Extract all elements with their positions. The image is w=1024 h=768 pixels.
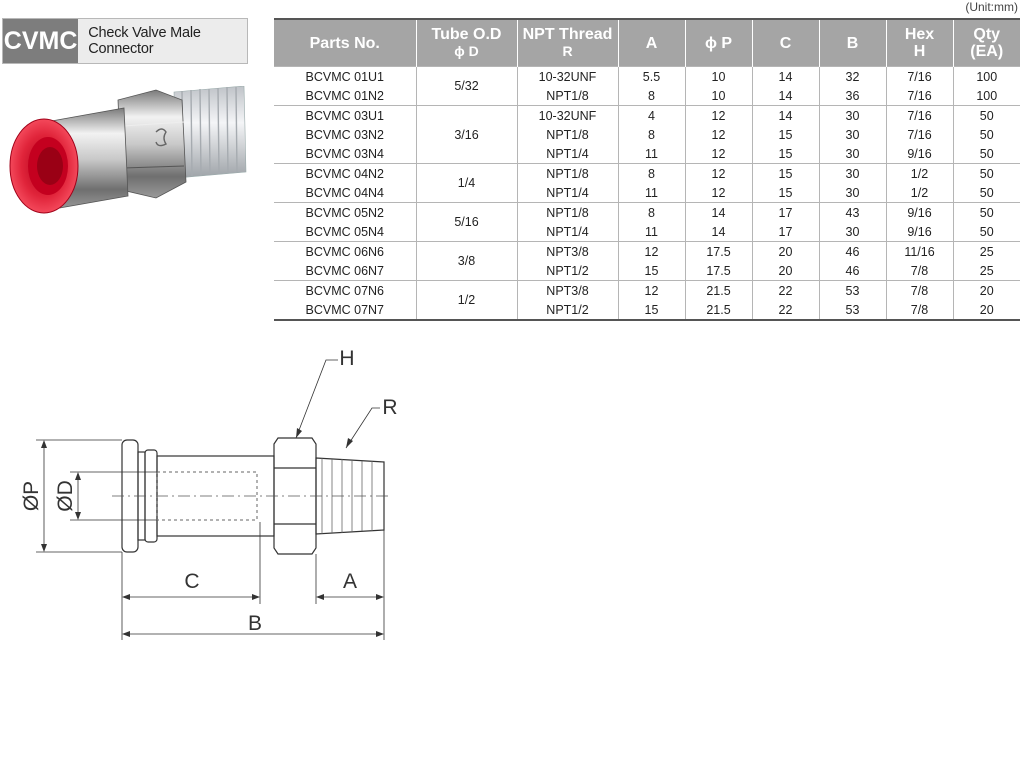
dim-p: 14 (685, 222, 752, 242)
dim-b: 30 (819, 164, 886, 184)
dim-a: 8 (618, 125, 685, 144)
dim-p: 12 (685, 106, 752, 126)
tube-od: 3/16 (416, 106, 517, 164)
product-photo (6, 86, 256, 238)
dim-b: 32 (819, 67, 886, 87)
tube-od: 1/4 (416, 164, 517, 203)
dim-c: 22 (752, 300, 819, 320)
label-h: H (339, 347, 355, 370)
dim-p: 12 (685, 164, 752, 184)
label-a: A (342, 570, 358, 593)
table-header-row (274, 19, 1020, 67)
dim-c: 15 (752, 125, 819, 144)
dim-c: 14 (752, 67, 819, 87)
col-header-thread: NPT Thread R (517, 19, 618, 67)
thread: 10-32UNF (517, 67, 618, 87)
part-number: BCVMC 07N6 (305, 283, 384, 298)
col-header-hex: Hex H (886, 19, 953, 67)
label-d: ØD (54, 480, 77, 512)
qty: 50 (953, 125, 1020, 144)
dim-b: 30 (819, 125, 886, 144)
hex: 9/16 (886, 203, 953, 223)
thread: NPT1/8 (517, 203, 618, 223)
col-header-parts: Parts No. (274, 19, 416, 67)
qty: 50 (953, 222, 1020, 242)
part-number: BCVMC 03N4 (305, 146, 384, 161)
part-number: BCVMC 05N4 (305, 224, 384, 239)
col-header-tube-od: Tube O.D ϕ D (416, 19, 517, 67)
thread: 10-32UNF (517, 106, 618, 126)
hex: 7/16 (886, 67, 953, 87)
col-header-b: B (819, 19, 886, 67)
dim-b: 46 (819, 242, 886, 262)
table-row (274, 183, 1020, 203)
dim-c: 20 (752, 261, 819, 281)
dim-c: 22 (752, 281, 819, 301)
dim-a: 12 (618, 242, 685, 262)
dim-c: 15 (752, 164, 819, 184)
part-number: BCVMC 01U1 (305, 69, 384, 84)
qty: 20 (953, 281, 1020, 301)
hex: 9/16 (886, 144, 953, 164)
dim-p: 14 (685, 203, 752, 223)
thread: NPT1/2 (517, 261, 618, 281)
qty: 25 (953, 261, 1020, 281)
dim-p: 12 (685, 183, 752, 203)
dim-a: 5.5 (618, 67, 685, 87)
label-r: R (382, 396, 398, 419)
dim-p: 17.5 (685, 242, 752, 262)
table-row (274, 164, 1020, 184)
product-code: CVMC (3, 19, 78, 63)
thread: NPT3/8 (517, 242, 618, 262)
dim-b: 53 (819, 300, 886, 320)
dim-p: 17.5 (685, 261, 752, 281)
dim-c: 14 (752, 86, 819, 106)
product-title: Check Valve Male Connector (88, 25, 201, 57)
dim-c: 15 (752, 183, 819, 203)
dim-c: 14 (752, 106, 819, 126)
label-b: B (247, 612, 263, 635)
part-number: BCVMC 04N4 (305, 185, 384, 200)
dim-b: 43 (819, 203, 886, 223)
dim-b: 30 (819, 144, 886, 164)
dim-b: 30 (819, 106, 886, 126)
label-c: C (184, 570, 200, 593)
dim-b: 46 (819, 261, 886, 281)
spec-table (274, 18, 1020, 321)
dim-a: 8 (618, 164, 685, 184)
dim-c: 15 (752, 144, 819, 164)
qty: 25 (953, 242, 1020, 262)
table-row (274, 86, 1020, 106)
dim-a: 15 (618, 300, 685, 320)
qty: 20 (953, 300, 1020, 320)
dim-a: 4 (618, 106, 685, 126)
unit-label: (Unit:mm) (965, 0, 1018, 14)
qty: 50 (953, 183, 1020, 203)
table-row (274, 242, 1020, 262)
table-row (274, 203, 1020, 223)
qty: 50 (953, 164, 1020, 184)
thread: NPT1/8 (517, 86, 618, 106)
dim-b: 36 (819, 86, 886, 106)
table-row (274, 106, 1020, 126)
dim-b: 30 (819, 222, 886, 242)
table-row (274, 300, 1020, 320)
dim-a: 12 (618, 281, 685, 301)
hex: 7/8 (886, 300, 953, 320)
hex: 1/2 (886, 164, 953, 184)
tube-od: 5/16 (416, 203, 517, 242)
hex: 1/2 (886, 183, 953, 203)
tube-od: 5/32 (416, 67, 517, 106)
dim-a: 11 (618, 222, 685, 242)
dim-p: 10 (685, 67, 752, 87)
table-row (274, 67, 1020, 87)
part-number: BCVMC 01N2 (305, 88, 384, 103)
qty: 50 (953, 106, 1020, 126)
thread: NPT3/8 (517, 281, 618, 301)
dim-a: 11 (618, 183, 685, 203)
table-row (274, 144, 1020, 164)
dim-c: 20 (752, 242, 819, 262)
hex: 7/16 (886, 86, 953, 106)
dim-p: 12 (685, 144, 752, 164)
col-header-p: ϕ P (685, 19, 752, 67)
dimension-drawing (0, 340, 420, 650)
qty: 50 (953, 203, 1020, 223)
col-header-qty: Qty (EA) (953, 19, 1020, 67)
part-number: BCVMC 06N6 (305, 244, 384, 259)
dim-b: 53 (819, 281, 886, 301)
part-number: BCVMC 06N7 (305, 263, 384, 278)
dim-a: 11 (618, 144, 685, 164)
table-row (274, 125, 1020, 144)
table-row (274, 281, 1020, 301)
product-title-box (2, 18, 248, 64)
part-number: BCVMC 03U1 (305, 108, 384, 123)
thread: NPT1/4 (517, 183, 618, 203)
hex: 7/8 (886, 281, 953, 301)
col-header-c: C (752, 19, 819, 67)
part-number: BCVMC 07N7 (305, 302, 384, 317)
hex: 9/16 (886, 222, 953, 242)
thread: NPT1/8 (517, 164, 618, 184)
qty: 100 (953, 67, 1020, 87)
table-row (274, 261, 1020, 281)
hex: 7/8 (886, 261, 953, 281)
dim-p: 21.5 (685, 300, 752, 320)
dim-a: 8 (618, 86, 685, 106)
hex: 7/16 (886, 106, 953, 126)
tube-od: 3/8 (416, 242, 517, 281)
dim-c: 17 (752, 222, 819, 242)
dim-p: 21.5 (685, 281, 752, 301)
tube-od: 1/2 (416, 281, 517, 321)
dim-p: 10 (685, 86, 752, 106)
label-p: ØP (20, 480, 43, 512)
thread: NPT1/4 (517, 144, 618, 164)
dim-p: 12 (685, 125, 752, 144)
part-number: BCVMC 04N2 (305, 166, 384, 181)
col-header-a: A (618, 19, 685, 67)
hex: 11/16 (886, 242, 953, 262)
hex: 7/16 (886, 125, 953, 144)
table-row (274, 222, 1020, 242)
dim-a: 8 (618, 203, 685, 223)
qty: 100 (953, 86, 1020, 106)
thread: NPT1/4 (517, 222, 618, 242)
part-number: BCVMC 05N2 (305, 205, 384, 220)
qty: 50 (953, 144, 1020, 164)
dim-c: 17 (752, 203, 819, 223)
thread: NPT1/8 (517, 125, 618, 144)
dim-a: 15 (618, 261, 685, 281)
part-number: BCVMC 03N2 (305, 127, 384, 142)
dim-b: 30 (819, 183, 886, 203)
thread: NPT1/2 (517, 300, 618, 320)
